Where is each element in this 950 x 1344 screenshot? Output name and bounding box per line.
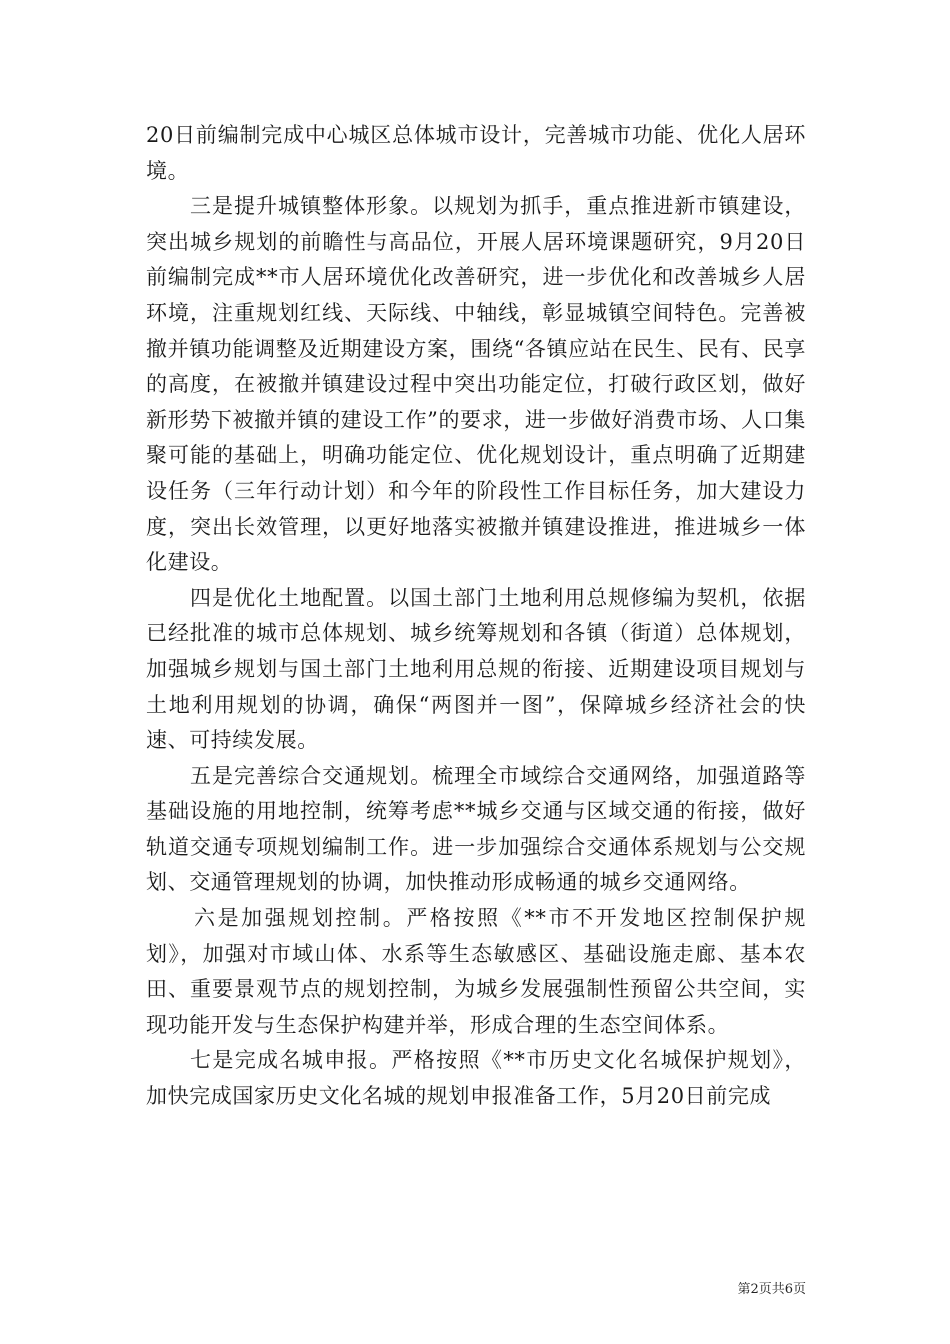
- paragraph-planning-control: 六是加强规划控制。严格按照《**市不开发地区控制保护规划》，加强对市域山体、水系等生态敏感区、基础设施走廊、基本农田、重要景观节点的规划控制，为城乡发展强制性预留公共空间，实现功能开发与生态保护构建并举，形成合理的生态空间体系。: [146, 906, 806, 1037]
- paragraph-continuation: 20日前编制完成中心城区总体城市设计，完善城市功能、优化人居环境。: [146, 123, 806, 183]
- paragraph-town-image: 三是提升城镇整体形象。以规划为抓手，重点推进新市镇建设，突出城乡规划的前瞻性与高品位，开展人居环境课题研究，9月20日前编制完成**市人居环境优化改善研究，进一步优化和改善城乡人居环境，注重规划红线、天际线、中轴线，彰显城镇空间特色。完善被撤并镇功能调整及近期建设方案，围绕“各镇应站在民生、民有、民享的高度，在被撤并镇建设过程中突出功能定位，打破行政区划，做好新形势下被撤并镇的建设工作”的要求，进一步做好消费市场、人口集聚可能的基础上，明确功能定位、优化规划设计，重点明确了近期建设任务（三年行动计划）和今年的阶段性工作目标任务，加大建设力度，突出长效管理，以更好地落实被撤并镇建设推进，推进城乡一体化建设。: [146, 194, 806, 575]
- paragraph-land-allocation: 四是优化土地配置。以国土部门土地利用总规修编为契机，依据已经批准的城市总体规划、城乡统筹规划和各镇（街道）总体规划，加强城乡规划与国土部门土地利用总规的衔接、近期建设项目规划与土地利用规划的协调，确保“两图并一图”，保障城乡经济社会的快速、可持续发展。: [146, 585, 806, 753]
- page-number-footer: 第2页共6页: [737, 1282, 806, 1297]
- document-body: [146, 118, 806, 1115]
- paragraph-transport-planning: 五是完善综合交通规划。梳理全市域综合交通网络，加强道路等基础设施的用地控制，统筹考虑**城乡交通与区域交通的衔接，做好轨道交通专项规划编制工作。进一步加强综合交通体系规划与公交规划、交通管理规划的协调，加快推动形成畅通的城乡交通网络。: [146, 763, 806, 895]
- paragraph-heritage-city: 七是完成名城申报。严格按照《**市历史文化名城保护规划》，加快完成国家历史文化名城的规划申报准备工作，5月20日前完成: [146, 1048, 806, 1109]
